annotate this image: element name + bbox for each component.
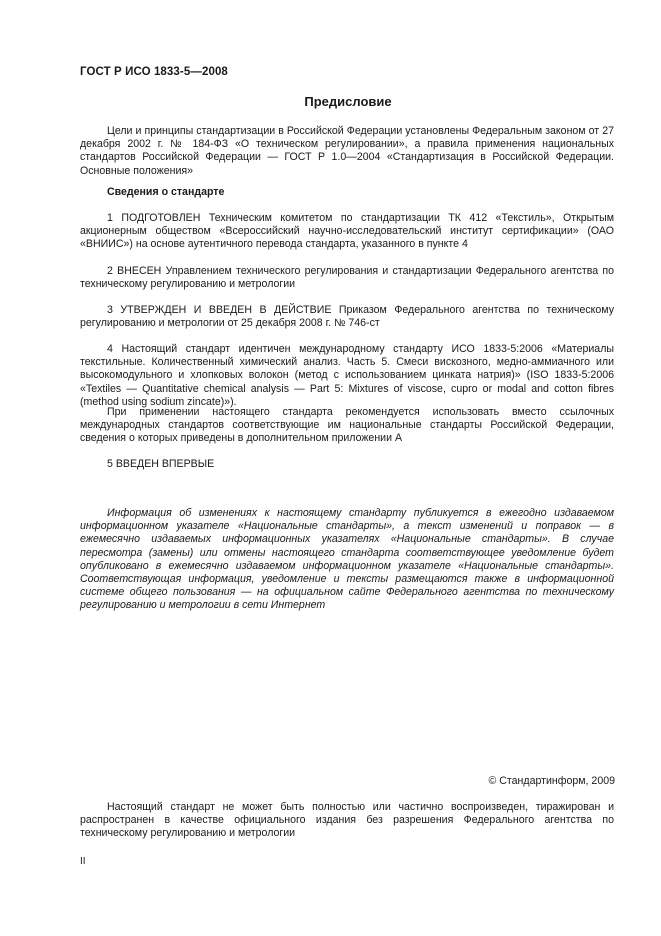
document-header: ГОСТ Р ИСО 1833-5—2008: [80, 66, 228, 78]
page-title-text: Предисловие: [304, 94, 392, 109]
copyright: © Стандартинформ, 2009: [488, 775, 615, 787]
intro-paragraph: Цели и принципы стандартизации в Российской Федерации установлены Федеральным законом от 27 декабря 2002 г. № 184-ФЗ «О техническом регулировании», а правила применения национальных стандартов Российской Федерации — ГОСТ Р 1.0—2004 «Стандартизация в Российской Федерации. Основные положения»: [80, 125, 614, 177]
notice-paragraph: Информация об изменениях к настоящему стандарту публикуется в ежегодно издаваемом информационном указателе «Национальные стандарты», а текст изменений и поправок — в ежемесячно издаваемых информационных указателях «Национальные стандарты». В случае пересмотра (замены) или отмены настоящего стандарта соответствующее уведомление будет опубликовано в ежемесячно издаваемом информационном указателе «Национальные стандарты». Соответствующая информация, уведомление и тексты размещаются также в информационной системе общего пользования — на официальном сайте Федерального агентства по техническому регулированию и метрологии в сети Интернет: [80, 507, 614, 612]
item-1: 1 ПОДГОТОВЛЕН Техническим комитетом по стандартизации ТК 412 «Текстиль», Открытым акционерным обществом «Всероссийский научно-исследовательский институт сертификации» (ОАО «ВНИИС») на основе аутентичного перевода стандарта, указанного в пункте 4: [80, 212, 614, 251]
item-2: 2 ВНЕСЕН Управлением технического регулирования и стандартизации Федерального агентства по техническому регулированию и метрологии: [80, 265, 614, 291]
item-3: 3 УТВЕРЖДЕН И ВВЕДЕН В ДЕЙСТВИЕ Приказом Федерального агентства по техническому регулированию и метрологии от 25 декабря 2008 г. № 746-ст: [80, 304, 614, 330]
item-4-note: При применении настоящего стандарта рекомендуется использовать вместо ссылочных международных стандартов соответствующие им национальные стандарты Российской Федерации, сведения о которых приведены в дополнительном приложении А: [80, 406, 614, 445]
page-number: II: [80, 856, 86, 867]
section-subtitle: Сведения о стандарте: [107, 186, 225, 198]
footer-note: Настоящий стандарт не может быть полностью или частично воспроизведен, тиражирован и распространен в качестве официального издания без разрешения Федерального агентства по техническому регулированию и метрологии: [80, 801, 614, 840]
item-5: 5 ВВЕДЕН ВПЕРВЫЕ: [107, 458, 215, 470]
item-4: 4 Настоящий стандарт идентичен международному стандарту ИСО 1833-5:2006 «Материалы текстильные. Количественный химический анализ. Часть 5. Смеси вискозного, медно-аммиачного или высокомодульного и хлопковых волокон (метод с использованием цинката натрия)» (ISO 1833-5:2006 «Textiles — Quantitative chemical analysis — Part 5: Mixtures of viscose, cupro or modal and cotton fibres (method using sodium zincate)»).: [80, 343, 614, 408]
page-title: [0, 94, 661, 109]
